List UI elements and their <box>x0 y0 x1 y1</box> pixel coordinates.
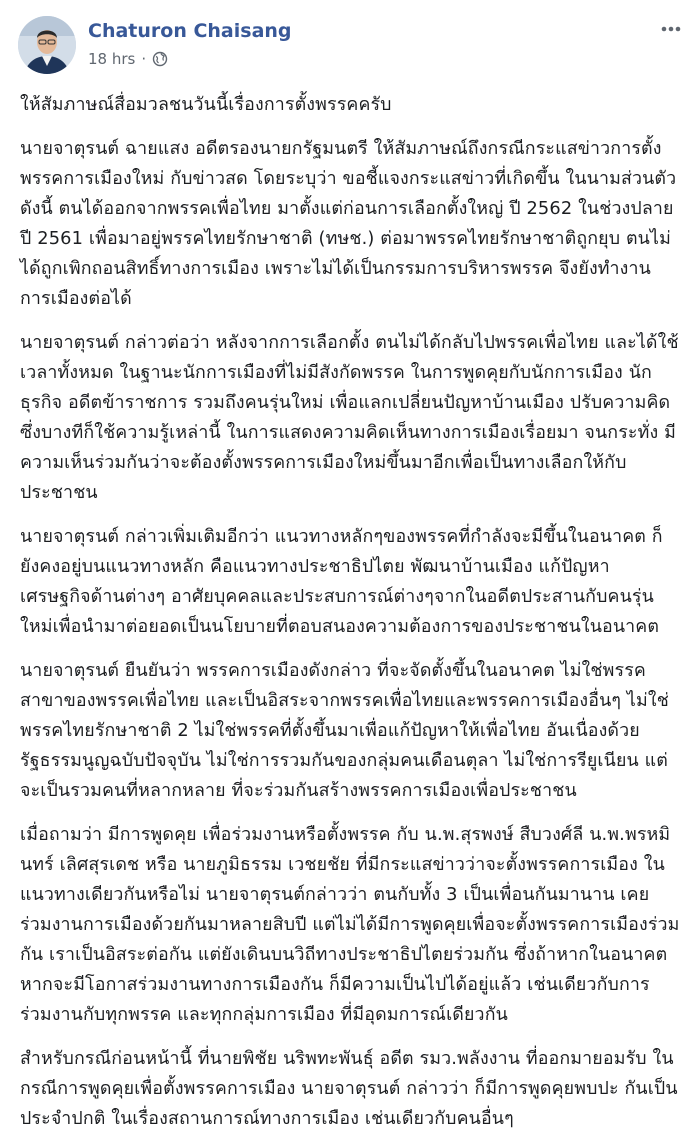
post-header <box>0 0 694 82</box>
post-timestamp[interactable]: 18 hrs <box>88 50 136 68</box>
post-paragraph: นายจาตุรนต์ ยืนยันว่า พรรคการเมืองดังกล่าว ที่จะจัดตั้งขึ้นในอนาคต ไม่ใช่พรรคสาขาของพรรคเพื่อไทย และเป็นอิสระจากพรรคเพื่อไทยและพรรคการเมืองอื่นๆ ไม่ใช่พรรคไทยรักษาชาติ 2 ไม่ใช่พรรคที่ตั้งขึ้นมาเพื่อแก้ปัญหาให้เพื่อไทย อันเนื่องด้วยรัฐธรรมนูญฉบับปัจจุบัน ไม่ใช่การรวมกันของกลุ่มคนเดือนตุลา ไม่ใช่การรียูเนียน แต่จะเป็นรวมคนที่หลากหลาย ที่จะร่วมกันสร้างพรรคการเมืองเพื่อประชาชน <box>20 660 669 801</box>
post-paragraph: นายจาตุรนต์ ฉายแสง อดีตรองนายกรัฐมนตรี ให้สัมภาษณ์ถึงกรณีกระแสข่าวการตั้งพรรคการเมืองใหม่ กับข่าวสด โดยระบุว่า ขอชี้แจงกระแสข่าวที่เกิดขึ้น ในนามส่วนตัว ดังนี้ ตนได้ออกจากพรรคเพื่อไทย มาตั้งแต่ก่อนการเลือกตั้งใหญ่ ปี 2562 ในช่วงปลายปี 2561 เพื่อมาอยู่พรรคไทยรักษาชาติ (ทษช.) ต่อมาพรรคไทยรักษาชาติถูกยุบ ตนไม่ได้ถูกเพิกถอนสิทธิ์ทางการเมือง เพราะไม่ได้เป็นกรรมการบริหารพรรค จึงยังทำงานการเมืองต่อได้ <box>20 138 677 309</box>
author-name-link[interactable]: Chaturon Chaisang <box>88 20 292 42</box>
post-paragraph-intro: ให้สัมภาษณ์สื่อมวลชนวันนี้เรื่องการตั้งพรรคครับ <box>20 94 392 115</box>
post-paragraph: นายจาตุรนต์ กล่าวเพิ่มเติมอีกว่า แนวทางหลักๆของพรรคที่กำลังจะมีขึ้นในอนาคต ก็ยังคงอยู่บนแนวทางหลัก คือแนวทางประชาธิปไตย พัฒนาบ้านเมือง แก้ปัญหาเศรษฐกิจด้านต่างๆ อาศัยบุคคลและประสบการณ์ต่างๆจากในอดีตประสานกับคนรุ่นใหม่เพื่อนำมาต่อยอดเป็นนโยบายที่ตอบสนองความต้องการของประชาชนในอนาคต <box>20 526 663 637</box>
post-paragraph: เมื่อถามว่า มีการพูดคุย เพื่อร่วมงานหรือตั้งพรรค กับ น.พ.สุรพงษ์ สืบวงศ์ลี น.พ.พรหมินทร์ เลิศสุรเดช หรือ นายภูมิธรรม เวชยชัย ที่มีกระแสข่าวว่าจะตั้งพรรคการเมือง ในแนวทางเดียวกันหรือไม่ นายจาตุรนต์กล่าวว่า ตนกับทั้ง 3 เป็นเพื่อนกันมานาน เคยร่วมงานการเมืองด้วยกันมาหลายสิบปี แต่ไม่ได้มีการพูดคุยเพื่อจะตั้งพรรคการเมืองร่วมกัน เราเป็นอิสระต่อกัน แต่ยังเดินบนวิถีทางประชาธิปไตยร่วมกัน ซึ่งถ้าหากในอนาคต หากจะมีโอกาสร่วมงานทางการเมืองกัน ก็มีความเป็นไปได้อยู่แล้ว เช่นเดียวกับการร่วมงานกับทุกพรรค และทุกกลุ่มการเมือง ที่มีอุดมการณ์เดียวกัน <box>20 824 680 1025</box>
post-paragraph: สำหรับกรณีก่อนหน้านี้ ที่นายพิชัย นริพทะพันธุ์ อดีต รมว.พลังงาน ที่ออกมายอมรับ ในกรณีการพูดคุยเพื่อตั้งพรรคการเมือง นายจาตุรนต์ กล่าวว่า ก็มีการพูดคุยพบปะ กันเป็นประจำปกติ ในเรื่องสถานการณ์ทางการเมือง เช่นเดียวกับคนอื่นๆ <box>20 1048 678 1129</box>
post-paragraph: นายจาตุรนต์ กล่าวต่อว่า หลังจากการเลือกตั้ง ตนไม่ได้กลับไปพรรคเพื่อไทย และได้ใช้เวลาทั้งหมด ในฐานะนักการเมืองที่ไม่มีสังกัดพรรค ในการพูดคุยกับนักการเมือง นักธุรกิจ อดีตข้าราชการ รวมถึงคนรุ่นใหม่ เพื่อแลกเปลี่ยนปัญหาบ้านเมือง ปรับความคิด ซึ่งบางทีก็ใช้ความรู้เหล่านี้ ในการแสดงความคิดเห็นทางการเมืองเรื่อยมา จนกระทั่ง มีความเห็นร่วมกันว่าจะต้องตั้งพรรคการเมืองใหม่ขึ้นมาอีกเพื่อเป็นทางเลือกให้กับประชาชน <box>20 332 679 503</box>
post-body <box>20 90 680 1148</box>
globe-icon[interactable] <box>152 51 168 67</box>
avatar-portrait-icon <box>18 16 76 74</box>
author-avatar[interactable] <box>18 16 76 74</box>
post-meta <box>88 50 168 68</box>
meta-separator: · <box>141 50 147 68</box>
more-dots-icon[interactable] <box>656 14 686 44</box>
